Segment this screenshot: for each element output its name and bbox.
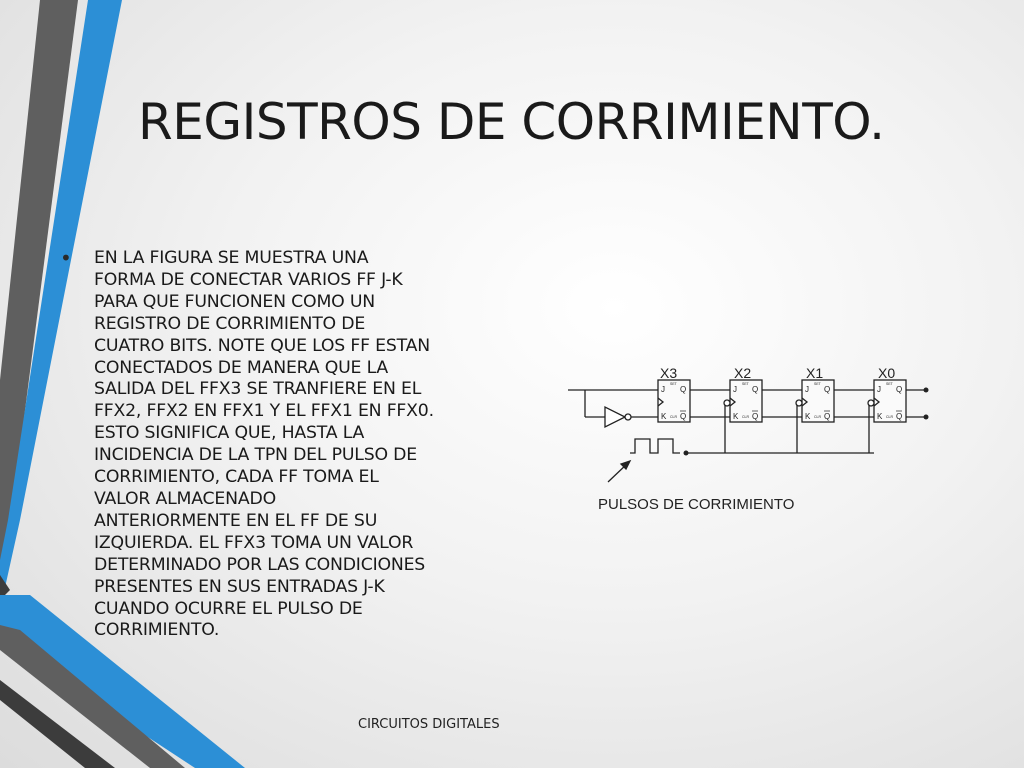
pin-q: Q	[896, 385, 903, 394]
pin-set: SET	[814, 382, 821, 386]
pin-clr: CLR	[886, 415, 894, 419]
pin-clr: CLR	[742, 415, 750, 419]
pin-j: J	[733, 385, 737, 394]
pin-j: J	[805, 385, 809, 394]
shift-register-diagram	[560, 360, 940, 530]
pin-q: Q	[824, 412, 831, 421]
pin-clr: CLR	[814, 415, 822, 419]
ff-label-x2: X2	[734, 365, 752, 381]
pin-set: SET	[670, 382, 677, 386]
body-paragraph: EN LA FIGURA SE MUESTRA UNA FORMA DE CONECTAR VARIOS FF J-K PARA QUE FUNCIONEN COMO UN REGISTRO DE CORRIMIENTO DE CUATRO BITS. NOTE QUE LOS FF ESTAN CONECTADOS DE MANERA QUE LA SALIDA DEL FFX3 SE TRANFIERE EN EL FFX2, FFX2 EN FFX1 Y EL FFX1 EN FFX0. ESTO SIGNIFICA QUE, HASTA LA INCIDENCIA DE LA TPN DEL PULSO DE CORRIMIENTO, CADA FF TOMA EL VALOR ALMACENADO ANTERIORMENTE EN EL FF DE SU IZQUIERDA. EL FFX3 TOMA UN VALOR DETERMINADO POR LAS CONDICIONES PRESENTES EN SUS ENTRADAS J-K CUANDO OCURRE EL PULSO DE CORRIMIENTO.	[94, 248, 434, 641]
footer-text: CIRCUITOS DIGITALES	[358, 717, 500, 732]
pin-q: Q	[680, 412, 687, 421]
pin-k: K	[877, 412, 883, 421]
ff-label-x1: X1	[806, 365, 824, 381]
pin-q: Q	[896, 412, 903, 421]
pin-set: SET	[742, 382, 749, 386]
ff-label-x0: X0	[878, 365, 896, 381]
bullet-icon: •	[60, 246, 72, 270]
slide-title: REGISTROS DE CORRIMIENTO.	[138, 93, 885, 151]
pin-k: K	[661, 412, 667, 421]
pin-k: K	[733, 412, 739, 421]
pin-j: J	[661, 385, 665, 394]
pulse-caption: PULSOS DE CORRIMIENTO	[598, 496, 795, 513]
ff-label-x3: X3	[660, 365, 678, 381]
pin-q: Q	[680, 385, 687, 394]
pin-set: SET	[886, 382, 893, 386]
pin-q: Q	[752, 385, 759, 394]
pin-q: Q	[824, 385, 831, 394]
pin-j: J	[877, 385, 881, 394]
pin-q: Q	[752, 412, 759, 421]
pin-k: K	[805, 412, 811, 421]
pin-clr: CLR	[670, 415, 678, 419]
